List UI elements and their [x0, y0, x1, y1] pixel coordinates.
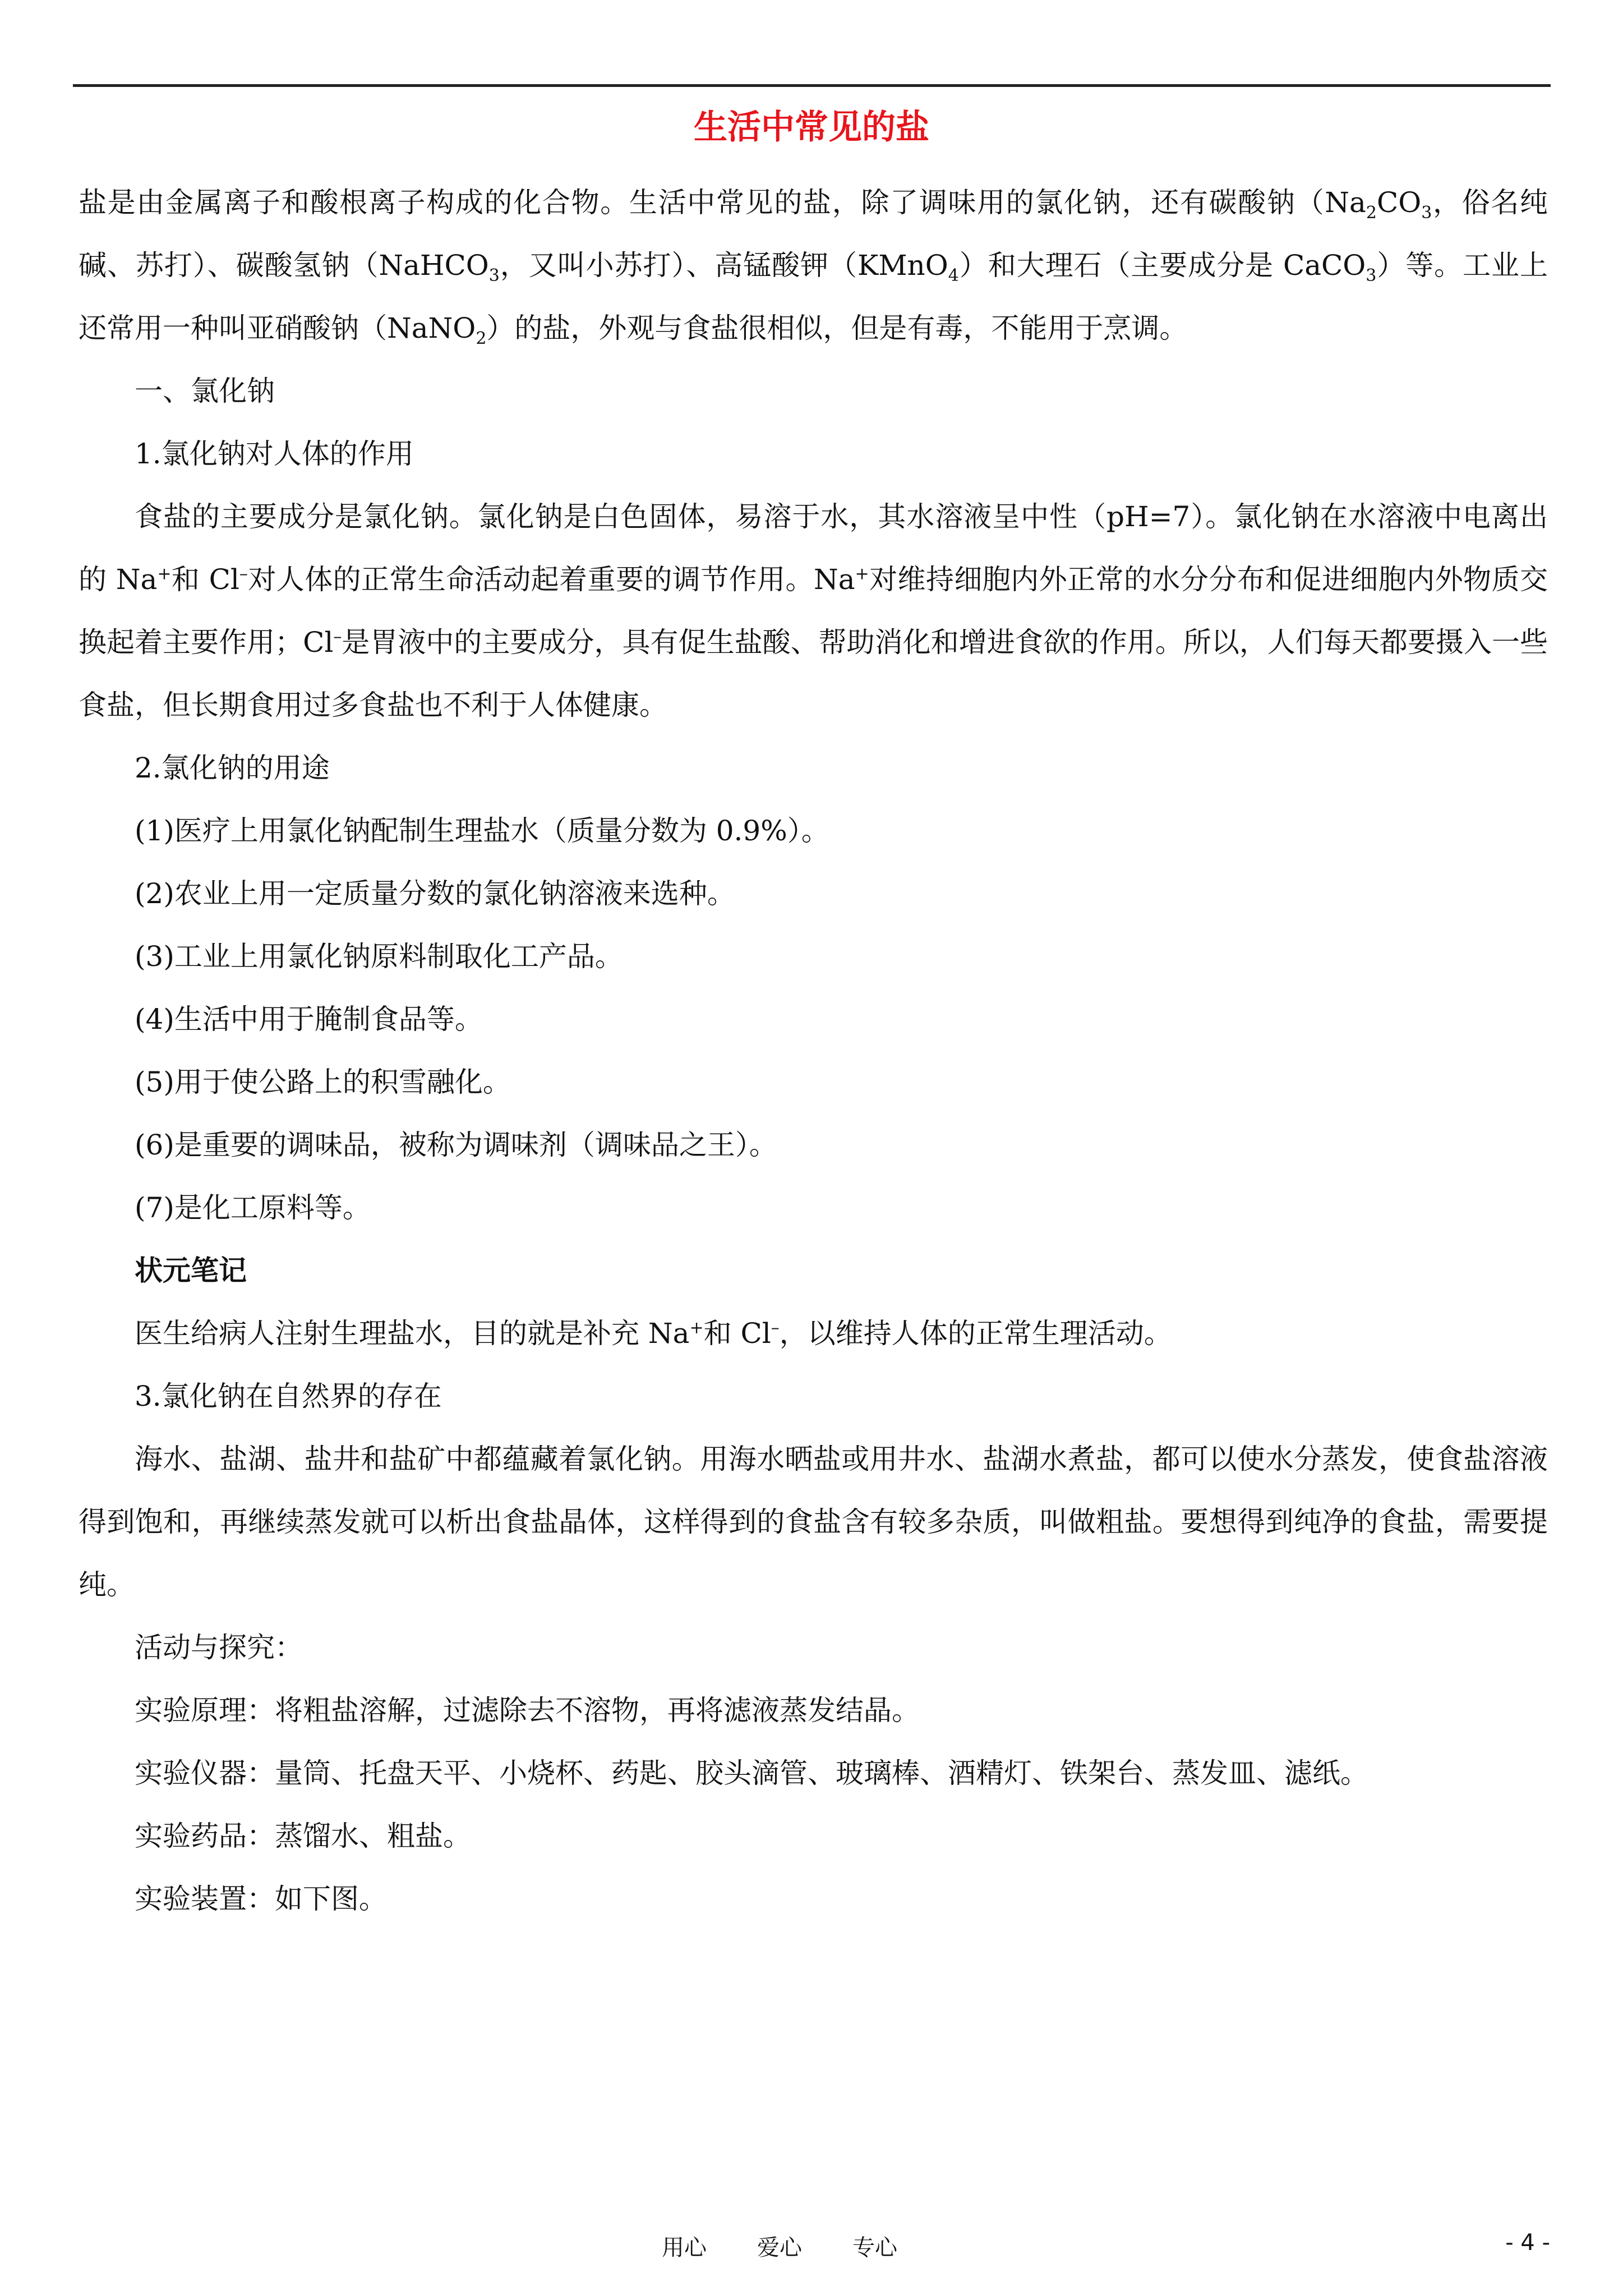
intro-text-2: CO: [1376, 186, 1422, 219]
document-body: [79, 171, 1548, 1930]
page-title: 生活中常见的盐: [694, 108, 929, 147]
para1-text-2: 和 Cl: [171, 563, 239, 596]
intro-text-7: ）的盐，外观与食盐很相似，但是有毒，不能用于烹调。: [486, 312, 1188, 344]
experiment-principle: 实验原理：将粗盐溶解，过滤除去不溶物，再将滤液蒸发结晶。: [135, 1694, 920, 1727]
intro-paragraph: [79, 171, 1548, 360]
para1-sup-2: –: [239, 564, 248, 584]
intro-sub-6: 2: [476, 329, 487, 348]
intro-text-6: ）等。工业上还常用一种叫亚硝酸钠（NaNO: [79, 249, 1548, 344]
footer-motto-word: 专心: [852, 2235, 897, 2261]
body-paragraph-3: 海水、盐湖、盐井和盐矿中都蕴藏着氯化钠。用海水晒盐或用井水、盐湖水煮盐，都可以使水分蒸发，使食盐溶液得到饱和，再继续蒸发就可以析出食盐晶体，这样得到的食盐含有较多杂质，叫做粗盐。要想得到纯净的食盐，需要提纯。: [79, 1443, 1548, 1601]
use-item: (7)是化工原料等。: [135, 1191, 371, 1224]
section-heading: 一、氯化钠: [135, 375, 275, 407]
para1-sup-3: +: [855, 564, 869, 584]
use-item: (2)农业上用一定质量分数的氯化钠溶液来选种。: [135, 877, 735, 910]
footer-motto-word: 爱心: [757, 2235, 802, 2261]
note-text-3: ，以维持人体的正常生理活动。: [779, 1317, 1172, 1350]
body-paragraph-1: [79, 485, 1548, 737]
header-rule: [73, 84, 1551, 87]
note-sup-2: –: [771, 1318, 780, 1338]
para1-sup-4: –: [333, 627, 342, 647]
intro-sub-4: 4: [948, 266, 959, 286]
subsection-heading-2: 2.氯化钠的用途: [135, 752, 330, 784]
note-text: [79, 1302, 1548, 1365]
note-heading: 状元笔记: [135, 1254, 247, 1287]
experiment-instruments: 实验仪器：量筒、托盘天平、小烧杯、药匙、胶头滴管、玻璃棒、酒精灯、铁架台、蒸发皿、滤纸。: [135, 1757, 1368, 1789]
intro-sub-5: 3: [1366, 266, 1377, 286]
subsection-heading-1: 1.氯化钠对人体的作用: [135, 438, 414, 470]
experiment-reagents: 实验药品：蒸馏水、粗盐。: [135, 1820, 471, 1852]
note-text-1: 医生给病人注射生理盐水，目的就是补充 Na: [135, 1317, 690, 1350]
intro-sub-3: 3: [488, 266, 500, 286]
use-item: (5)用于使公路上的积雪融化。: [135, 1066, 511, 1098]
intro-text-5: ）和大理石（主要成分是 CaCO: [958, 249, 1366, 282]
intro-sub-1: 2: [1366, 203, 1377, 223]
para1-text-5: 是胃液中的主要成分，具有促生盐酸、帮助消化和增进食欲的作用。所以，人们每天都要摄入一些食盐，但长期食用过多食盐也不利于人体健康。: [79, 626, 1548, 721]
intro-sub-2: 3: [1421, 203, 1432, 223]
page-footer: [0, 2230, 1623, 2263]
use-item: (3)工业上用氯化钠原料制取化工产品。: [135, 940, 623, 973]
footer-motto: [662, 2230, 948, 2262]
activity-heading: 活动与探究：: [135, 1631, 303, 1664]
footer-motto-word: 用心: [662, 2235, 707, 2261]
note-sup-1: +: [689, 1318, 704, 1338]
intro-text-3: ，俗名纯碱、苏打）、碳酸氢钠（NaHCO: [79, 186, 1548, 282]
use-item: (4)生活中用于腌制食品等。: [135, 1003, 483, 1036]
subsection-heading-3: 3.氯化钠在自然界的存在: [135, 1380, 442, 1412]
use-item: (1)医疗上用氯化钠配制生理盐水（质量分数为 0.9%）。: [135, 815, 829, 847]
page-number: - 4 -: [1505, 2230, 1550, 2256]
para1-text-3: 对人体的正常生命活动起着重要的调节作用。Na: [247, 563, 855, 596]
note-text-2: 和 Cl: [703, 1317, 771, 1350]
intro-text-4: ，又叫小苏打）、高锰酸钾（KMnO: [499, 249, 948, 282]
para1-text-1: 食盐的主要成分是氯化钠。氯化钠是白色固体，易溶于水，其水溶液呈中性（pH=7）。氯化钠在水溶液中电离出的 Na: [79, 500, 1548, 596]
experiment-setup: 实验装置：如下图。: [135, 1883, 387, 1915]
intro-text-1: 盐是由金属离子和酸根离子构成的化合物。生活中常见的盐，除了调味用的氯化钠，还有碳酸钠（Na: [79, 186, 1366, 219]
use-item: (6)是重要的调味品，被称为调味剂（调味品之王）。: [135, 1129, 777, 1161]
para1-text-4: 对维持细胞内外正常的水分分布和促进细胞内外物质交换起着主要作用；Cl: [79, 563, 1548, 659]
para1-sup-1: +: [157, 564, 172, 584]
